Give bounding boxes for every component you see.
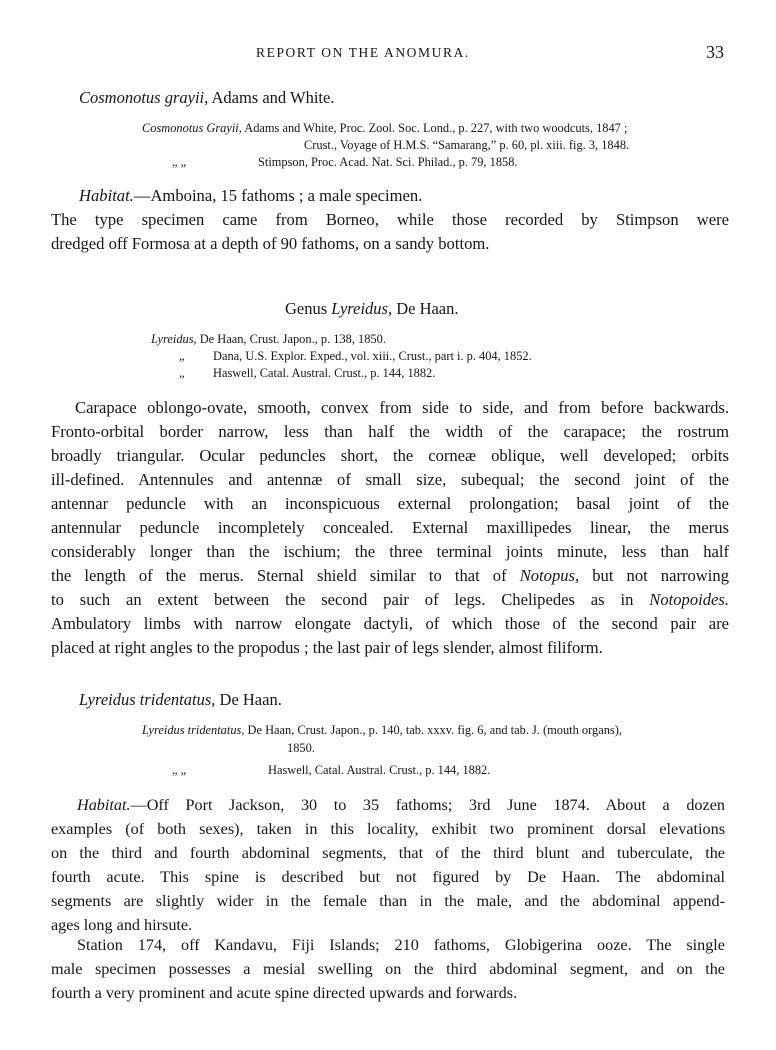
page-number: 33 bbox=[706, 42, 724, 62]
synonymy-ref: „ Haswell, Catal. Austral. Crust., p. 144, 1882. bbox=[179, 366, 436, 380]
synonymy-ref: „ „ Stimpson, Proc. Acad. Nat. Sci. Philad., p. 79, 1858. bbox=[172, 155, 518, 169]
ditto-mark: „ bbox=[179, 366, 185, 380]
genus-description: Carapace oblongo-ovate, smooth, convex from side to side, and from before backwards. Fronto-orbital border narrow, less than half the width of the carapace; the rostrum broadly triangular. Ocular peduncles short, the corneæ oblique, well developed; orbits ill-defined. Antennules and antennæ of small size, subequal; the second joint of the antennar peduncle with an inconspicuous external prolongation; basal joint of the antennular peduncle incompletely concealed. External maxillipedes linear, the merus considerably longer than the ischium; the three terminal joints minute, less than half the length of the merus. Sternal shield similar to that of Notopus, but not narrowing to such an extent between the second pair of legs. Chelipedes as in Notopoides. Ambulatory limbs with narrow elongate dactyli, of which those of the second pair are placed at right angles to the propodus ; the last pair of legs slender, almost filiform. bbox=[51, 398, 729, 657]
species-authority: De Haan. bbox=[215, 690, 282, 709]
species-name: Cosmonotus grayii, bbox=[79, 88, 209, 107]
running-title: REPORT ON THE ANOMURA. bbox=[256, 45, 470, 60]
species-heading-cosmonotus bbox=[79, 88, 334, 108]
species-authority: Adams and White. bbox=[208, 88, 335, 107]
synonymy-ref: Cosmonotus Grayii, Adams and White, Proc. Zool. Soc. Lond., p. 227, with two woodcuts, 1847 ; bbox=[142, 121, 628, 135]
genus-name: Lyreidus, bbox=[331, 299, 393, 318]
synonymy-ref: Crust., Voyage of H.M.S. “Samarang,” p. 60, pl. xiii. fig. 3, 1848. bbox=[304, 138, 630, 152]
station-paragraph: Station 174, off Kandavu, Fiji Islands; 210 fathoms, Globigerina ooze. The single male specimen possesses a mesial swelling on the third abdominal segment, and on the fourth a very prominent and acute spine directed upwards and forwards. bbox=[51, 936, 725, 1002]
synonymy-ref: „ Dana, U.S. Explor. Exped., vol. xiii., Crust., part i. p. 404, 1852. bbox=[179, 349, 532, 363]
ditto-mark: „ bbox=[179, 349, 185, 363]
genus-heading: Genus Lyreidus, De Haan. bbox=[285, 299, 459, 318]
ditto-mark: „ „ bbox=[172, 155, 187, 169]
synonymy-ref: Lyreidus, De Haan, Crust. Japon., p. 138, 1850. bbox=[151, 332, 386, 346]
synonymy-ref: 1850. bbox=[287, 741, 315, 755]
species-name: Lyreidus tridentatus, bbox=[79, 690, 216, 709]
synonymy-ref: „ „ Haswell, Catal. Austral. Crust., p. 144, 1882. bbox=[172, 763, 491, 777]
synonymy-ref: Lyreidus tridentatus, De Haan, Crust. Japon., p. 140, tab. xxxv. fig. 6, and tab. J. (mouth organs), bbox=[142, 723, 622, 737]
habitat-paragraph: Habitat.—Off Port Jackson, 30 to 35 fathoms; 3rd June 1874. About a dozen examples (of both sexes), taken in this locality, exhibit two prominent dorsal elevations on the third and fourth abdominal segments, that of the third blunt and tuberculate, the fourth acute. This spine is described but not figured by De Haan. The abdominal segments are slightly wider in the female than in the male, and the abdominal append- ages long and hirsute. bbox=[51, 796, 725, 934]
paragraph: The type specimen came from Borneo, while those recorded by Stimpson were dredged off Formosa at a depth of 90 fathoms, on a sandy bottom. bbox=[51, 210, 729, 253]
species-heading-tridentatus bbox=[79, 690, 282, 710]
ditto-mark: „ „ bbox=[172, 763, 187, 777]
habitat-label: Habitat. bbox=[77, 796, 131, 814]
habitat-label: Habitat. bbox=[79, 186, 134, 205]
habitat-line: Habitat.—Amboina, 15 fathoms ; a male specimen. bbox=[79, 186, 423, 205]
